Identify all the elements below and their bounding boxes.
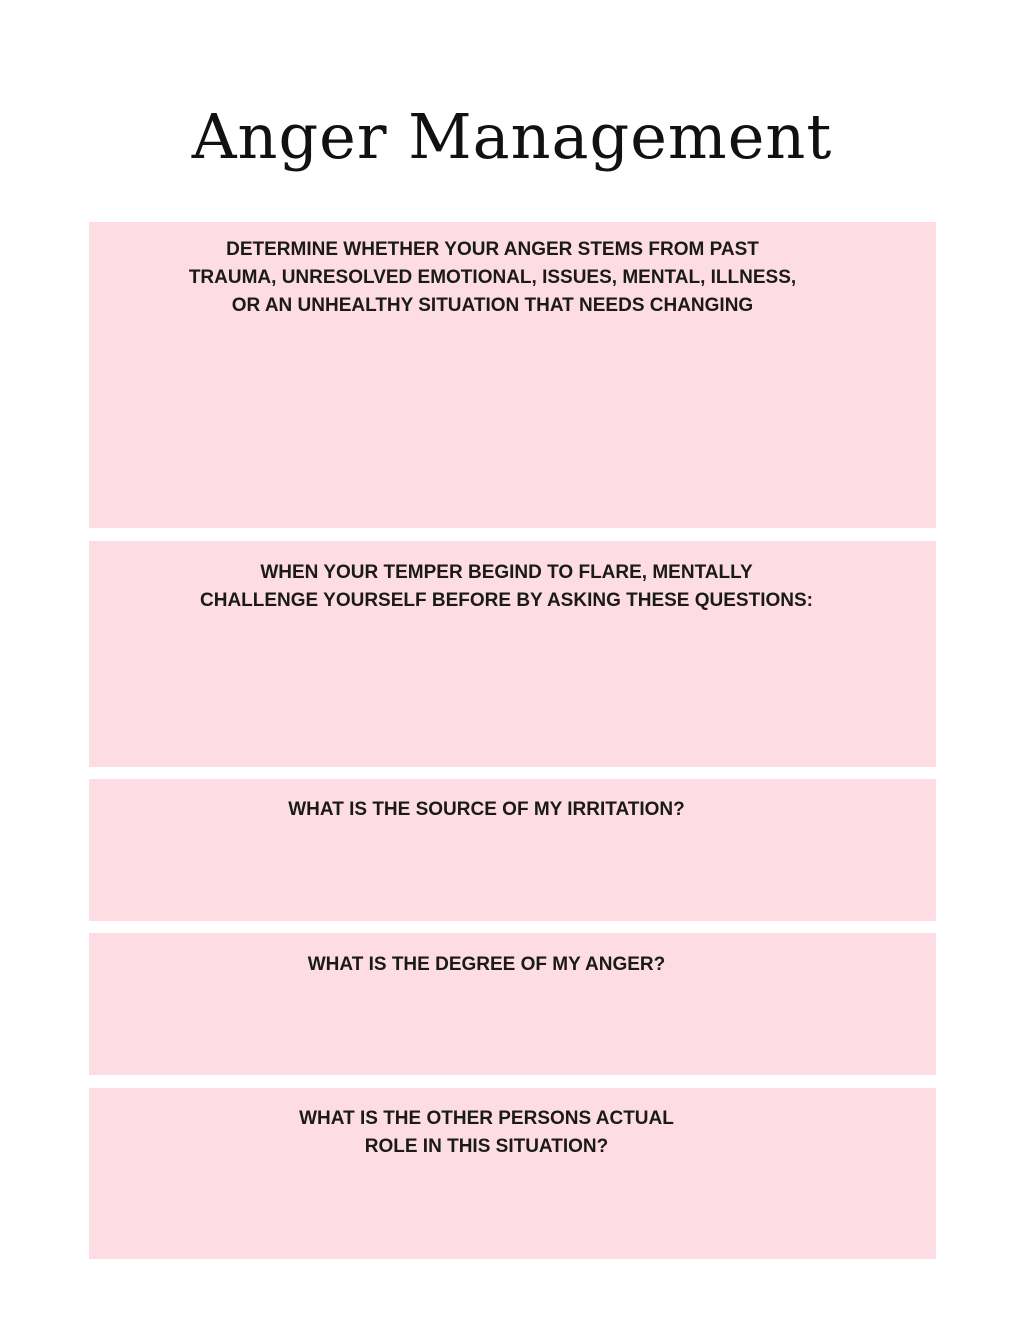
- writing-box-other-role[interactable]: [89, 1088, 936, 1259]
- writing-box-temper[interactable]: [89, 541, 936, 767]
- writing-box-source[interactable]: [89, 779, 936, 921]
- writing-box-trauma[interactable]: [89, 222, 936, 528]
- writing-box-degree[interactable]: [89, 933, 936, 1075]
- box-prompt: WHAT IS THE DEGREE OF MY ANGER?: [307, 954, 666, 975]
- box-prompt: DETERMINE WHETHER YOUR ANGER STEMS FROM PAST TRAUMA, UNRESOLVED EMOTIONAL, ISSUES, MENTAL, ILLNESS, OR AN UNHEALTHY SITUATION THAT NEEDS CHANGING: [188, 239, 797, 316]
- page-title: Anger Management: [191, 100, 833, 173]
- box-prompt: WHEN YOUR TEMPER BEGIND TO FLARE, MENTALLY CHALLENGE YOURSELF BEFORE BY ASKING THESE QUESTIONS:: [200, 562, 813, 611]
- box-prompt: WHAT IS THE SOURCE OF MY IRRITATION?: [288, 799, 685, 820]
- box-prompt: WHAT IS THE OTHER PERSONS ACTUAL ROLE IN THIS SITUATION?: [299, 1108, 674, 1157]
